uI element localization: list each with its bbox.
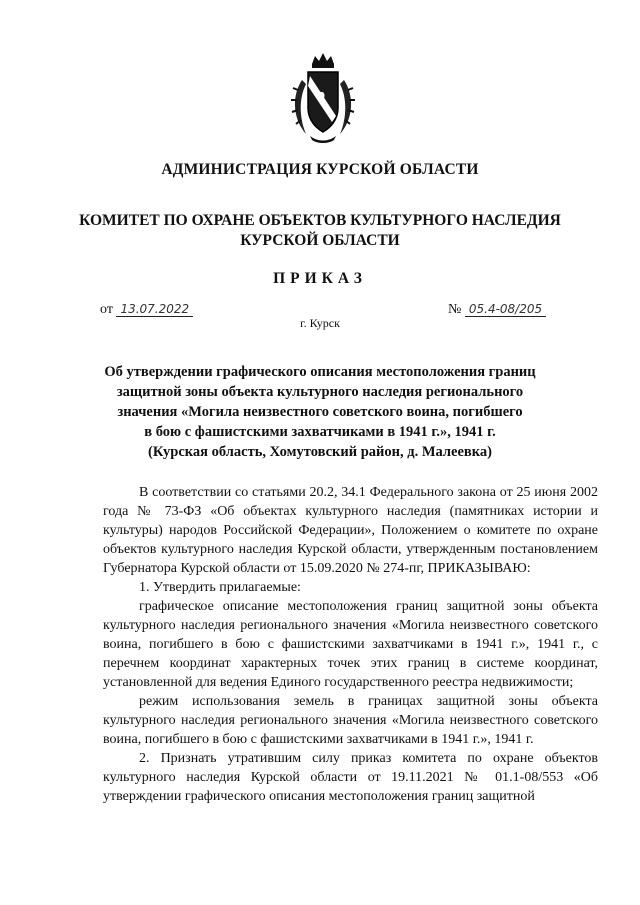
- subject-line: в бою с фашистскими захватчиками в 1941 г.», 1941 г.: [144, 424, 496, 440]
- order-subject: [100, 362, 540, 462]
- city-label: г. Курск: [300, 316, 340, 330]
- committee-title-line: КОМИТЕТ ПО ОХРАНЕ ОБЪЕКТОВ КУЛЬТУРНОГО НАСЛЕДИЯ: [79, 212, 561, 229]
- body-paragraph: В соответствии со статьями 20.2, 34.1 Федерального закона от 25 июня 2002 года № 73-ФЗ «Об объектах культурного наследия (памятниках истории и культуры) народов Российской Федерации», Положением о комитете по охране объектов культурного наследия Курской области, утвержденным постановлением Губернатора Курской области от 15.09.2020 № 274-пг, ПРИКАЗЫВАЮ:: [103, 485, 598, 576]
- number-prefix: №: [448, 302, 462, 317]
- date-value: 13.07.2022: [116, 302, 193, 317]
- body-paragraph: графическое описание местоположения границ защитной зоны объекта культурного наследия регионального значения «Могила неизвестного советского воина, погибшего в бою с фашистскими захватчиками в 1941 г.», 1941 г., с перечнем координат характерных точек этих границ в системе координат, установленной для ведения Единого государственного реестра недвижимости;: [103, 599, 598, 690]
- body-paragraph: 2. Признать утратившим силу приказ комитета по охране объектов культурного наследия Курской области от 19.11.2021 № 01.1-08/553 «Об утверждении графического описания местоположения границ защитной: [103, 751, 598, 804]
- document-type: ПРИКАЗ: [273, 270, 367, 287]
- committee-title: [0, 211, 640, 251]
- order-body: [103, 483, 598, 806]
- coat-of-arms-icon: [288, 50, 358, 146]
- number-value: 05.4-08/205: [465, 302, 546, 317]
- body-paragraph: режим использования земель в границах защитной зоны объекта культурного наследия регионального значения «Могила неизвестного советского воина, погибшего в бою с фашистскими захватчиками в 1941 г.», 1941 г.: [103, 694, 598, 747]
- subject-line: защитной зоны объекта культурного наследия регионального: [116, 384, 524, 400]
- subject-line: (Курская область, Хомутовский район, д. Малеевка): [148, 444, 492, 460]
- committee-title-line: КУРСКОЙ ОБЛАСТИ: [240, 232, 400, 249]
- subject-line: Об утверждении графического описания местоположения границ: [104, 364, 536, 380]
- date-prefix: от: [100, 302, 113, 317]
- body-paragraph: 1. Утвердить прилагаемые:: [139, 580, 301, 595]
- organization-title: АДМИНИСТРАЦИЯ КУРСКОЙ ОБЛАСТИ: [161, 161, 479, 178]
- subject-line: значения «Могила неизвестного советского воина, погибшего: [117, 404, 523, 420]
